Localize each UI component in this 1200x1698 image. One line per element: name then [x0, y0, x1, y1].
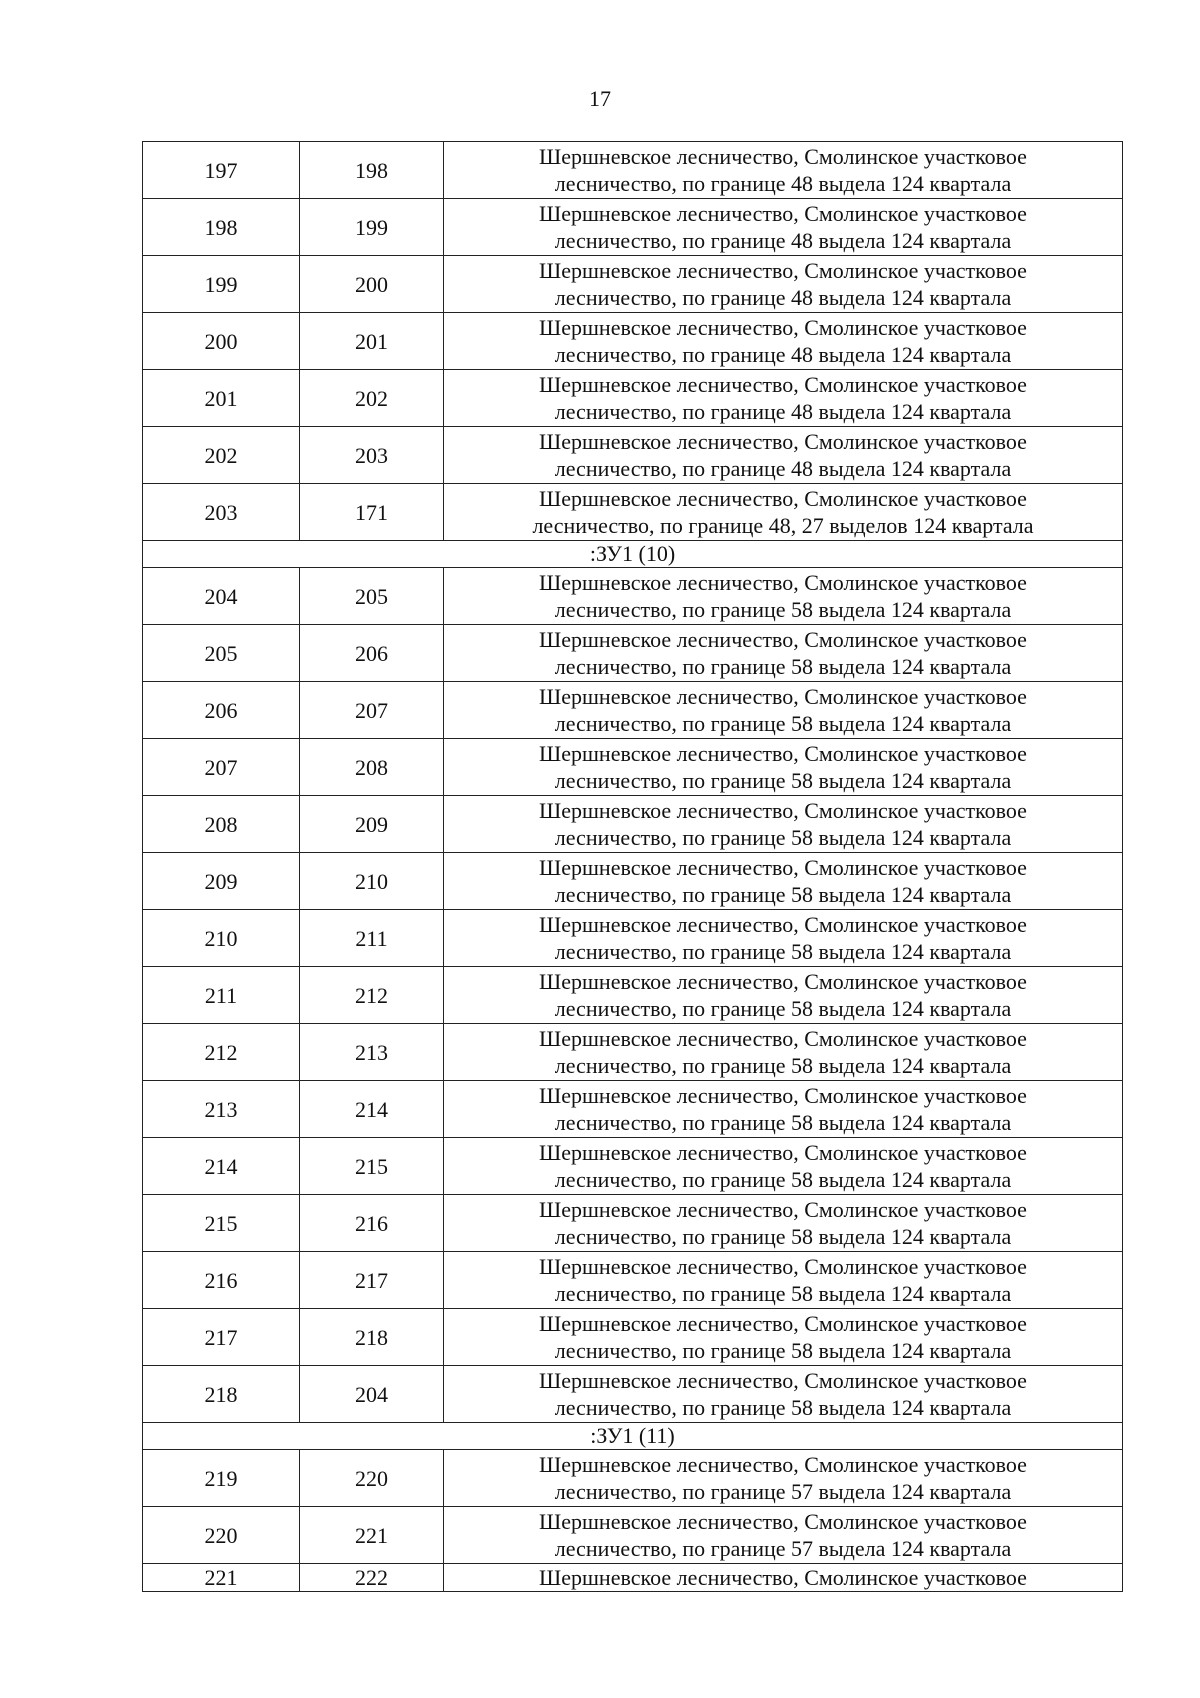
table-row	[143, 1309, 1123, 1366]
description-line-2: лесничество, по границе 48 выдела 124 квартала	[554, 456, 1012, 481]
point-from-cell: 218	[143, 1366, 300, 1423]
description-line-2: лесничество, по границе 58 выдела 124 квартала	[554, 939, 1012, 964]
point-from-cell: 220	[143, 1507, 300, 1564]
description-line-2: лесничество, по границе 48, 27 выделов 124 квартала	[532, 513, 1034, 538]
section-label: :ЗУ1 (11)	[143, 1423, 1123, 1450]
table-row	[143, 1195, 1123, 1252]
table-row	[143, 967, 1123, 1024]
point-from-cell: 197	[143, 142, 300, 199]
point-from-cell: 201	[143, 370, 300, 427]
point-to-cell: 205	[300, 568, 444, 625]
description-cell	[444, 370, 1123, 427]
point-to-cell: 209	[300, 796, 444, 853]
description-cell	[444, 1138, 1123, 1195]
description-line-1: Шершневское лесничество, Смолинское участковое	[539, 372, 1027, 397]
point-to-cell: 171	[300, 484, 444, 541]
description-line-1: Шершневское лесничество, Смолинское участковое	[539, 1026, 1027, 1051]
point-from-cell: 215	[143, 1195, 300, 1252]
description-cell	[444, 625, 1123, 682]
point-from-cell: 217	[143, 1309, 300, 1366]
description-line-1: Шершневское лесничество, Смолинское участковое	[539, 258, 1027, 283]
boundary-table-body	[143, 142, 1123, 1592]
table-row	[143, 1507, 1123, 1564]
point-from-cell: 203	[143, 484, 300, 541]
table-row	[143, 484, 1123, 541]
point-to-cell: 208	[300, 739, 444, 796]
point-from-cell: 207	[143, 739, 300, 796]
description-cell	[444, 910, 1123, 967]
description-line-2: лесничество, по границе 58 выдела 124 квартала	[554, 711, 1012, 736]
table-row	[143, 142, 1123, 199]
point-from-cell: 200	[143, 313, 300, 370]
table-row	[143, 1450, 1123, 1507]
point-to-cell: 198	[300, 142, 444, 199]
point-to-cell: 218	[300, 1309, 444, 1366]
point-to-cell: 200	[300, 256, 444, 313]
table-row	[143, 427, 1123, 484]
point-to-cell: 216	[300, 1195, 444, 1252]
description-line-1: Шершневское лесничество, Смолинское участковое	[539, 969, 1027, 994]
point-to-cell: 217	[300, 1252, 444, 1309]
description-line-2: лесничество, по границе 57 выдела 124 квартала	[554, 1479, 1012, 1504]
description-cell	[444, 739, 1123, 796]
description-line-1: Шершневское лесничество, Смолинское участковое	[539, 429, 1027, 454]
point-from-cell: 204	[143, 568, 300, 625]
description-line-2: лесничество, по границе 58 выдела 124 квартала	[554, 825, 1012, 850]
point-to-cell: 222	[300, 1564, 444, 1592]
point-from-cell: 211	[143, 967, 300, 1024]
description-cell	[444, 568, 1123, 625]
table-row	[143, 1081, 1123, 1138]
table-row	[143, 199, 1123, 256]
description-line-1: Шершневское лесничество, Смолинское участковое	[539, 1509, 1027, 1534]
description-line-1: Шершневское лесничество, Смолинское участковое	[539, 570, 1027, 595]
description-cell	[444, 427, 1123, 484]
table-row	[143, 1138, 1123, 1195]
description-cell	[444, 1507, 1123, 1564]
description-line-1: Шершневское лесничество, Смолинское участковое	[539, 1140, 1027, 1165]
description-line-2: лесничество, по границе 48 выдела 124 квартала	[554, 171, 1012, 196]
table-row	[143, 1024, 1123, 1081]
description-line-2: лесничество, по границе 58 выдела 124 квартала	[554, 1338, 1012, 1363]
description-line-1: Шершневское лесничество, Смолинское участковое	[539, 315, 1027, 340]
description-line-1: Шершневское лесничество, Смолинское участковое	[539, 1197, 1027, 1222]
description-line-1: Шершневское лесничество, Смолинское участковое	[539, 144, 1027, 169]
description-line-1: Шершневское лесничество, Смолинское участковое	[539, 486, 1027, 511]
table-row	[143, 1252, 1123, 1309]
boundary-table	[142, 141, 1123, 1592]
description-cell	[444, 796, 1123, 853]
point-from-cell: 216	[143, 1252, 300, 1309]
table-row	[143, 682, 1123, 739]
description-cell	[444, 1450, 1123, 1507]
table-row	[143, 796, 1123, 853]
point-from-cell: 221	[143, 1564, 300, 1592]
description-line-1: Шершневское лесничество, Смолинское участковое	[539, 1565, 1027, 1590]
description-line-2: лесничество, по границе 58 выдела 124 квартала	[554, 768, 1012, 793]
description-cell	[444, 142, 1123, 199]
point-from-cell: 212	[143, 1024, 300, 1081]
description-line-2: лесничество, по границе 48 выдела 124 квартала	[554, 285, 1012, 310]
description-cell	[444, 1564, 1123, 1592]
description-line-1: Шершневское лесничество, Смолинское участковое	[539, 741, 1027, 766]
description-line-1: Шершневское лесничество, Смолинское участковое	[539, 201, 1027, 226]
point-to-cell: 210	[300, 853, 444, 910]
description-cell	[444, 853, 1123, 910]
section-header-row	[143, 1423, 1123, 1450]
description-line-2: лесничество, по границе 58 выдела 124 квартала	[554, 654, 1012, 679]
description-line-1: Шершневское лесничество, Смолинское участковое	[539, 627, 1027, 652]
description-line-2: лесничество, по границе 58 выдела 124 квартала	[554, 1167, 1012, 1192]
point-from-cell: 198	[143, 199, 300, 256]
description-line-2: лесничество, по границе 48 выдела 124 квартала	[554, 228, 1012, 253]
section-label: :ЗУ1 (10)	[143, 541, 1123, 568]
point-to-cell: 220	[300, 1450, 444, 1507]
description-line-1: Шершневское лесничество, Смолинское участковое	[539, 1083, 1027, 1108]
description-line-1: Шершневское лесничество, Смолинское участковое	[539, 855, 1027, 880]
description-line-1: Шершневское лесничество, Смолинское участковое	[539, 1254, 1027, 1279]
point-from-cell: 208	[143, 796, 300, 853]
description-cell	[444, 1366, 1123, 1423]
description-cell	[444, 967, 1123, 1024]
description-line-1: Шершневское лесничество, Смолинское участковое	[539, 1452, 1027, 1477]
table-row	[143, 910, 1123, 967]
point-from-cell: 202	[143, 427, 300, 484]
point-to-cell: 203	[300, 427, 444, 484]
table-row	[143, 313, 1123, 370]
table-row	[143, 568, 1123, 625]
point-from-cell: 213	[143, 1081, 300, 1138]
description-line-2: лесничество, по границе 58 выдела 124 квартала	[554, 882, 1012, 907]
description-line-1: Шершневское лесничество, Смолинское участковое	[539, 912, 1027, 937]
description-line-2: лесничество, по границе 48 выдела 124 квартала	[554, 342, 1012, 367]
description-cell	[444, 1195, 1123, 1252]
point-from-cell: 219	[143, 1450, 300, 1507]
point-to-cell: 206	[300, 625, 444, 682]
point-to-cell: 215	[300, 1138, 444, 1195]
point-from-cell: 199	[143, 256, 300, 313]
point-from-cell: 206	[143, 682, 300, 739]
section-header-row	[143, 541, 1123, 568]
table-row	[143, 1564, 1123, 1592]
description-line-2: лесничество, по границе 58 выдела 124 квартала	[554, 597, 1012, 622]
description-line-2: лесничество, по границе 58 выдела 124 квартала	[554, 996, 1012, 1021]
table-row	[143, 853, 1123, 910]
point-from-cell: 210	[143, 910, 300, 967]
point-to-cell: 199	[300, 199, 444, 256]
description-cell	[444, 199, 1123, 256]
description-line-2: лесничество, по границе 58 выдела 124 квартала	[554, 1224, 1012, 1249]
description-line-2: лесничество, по границе 58 выдела 124 квартала	[554, 1395, 1012, 1420]
table-row	[143, 256, 1123, 313]
point-to-cell: 204	[300, 1366, 444, 1423]
point-to-cell: 201	[300, 313, 444, 370]
description-cell	[444, 1081, 1123, 1138]
point-to-cell: 211	[300, 910, 444, 967]
point-to-cell: 212	[300, 967, 444, 1024]
description-line-2: лесничество, по границе 48 выдела 124 квартала	[554, 399, 1012, 424]
point-to-cell: 221	[300, 1507, 444, 1564]
description-line-1: Шершневское лесничество, Смолинское участковое	[539, 798, 1027, 823]
description-line-2: лесничество, по границе 57 выдела 124 квартала	[554, 1536, 1012, 1561]
table-row	[143, 370, 1123, 427]
point-to-cell: 207	[300, 682, 444, 739]
table-row	[143, 739, 1123, 796]
point-from-cell: 214	[143, 1138, 300, 1195]
point-to-cell: 202	[300, 370, 444, 427]
description-line-2: лесничество, по границе 58 выдела 124 квартала	[554, 1281, 1012, 1306]
description-line-1: Шершневское лесничество, Смолинское участковое	[539, 1368, 1027, 1393]
point-to-cell: 213	[300, 1024, 444, 1081]
point-from-cell: 209	[143, 853, 300, 910]
table-row	[143, 1366, 1123, 1423]
description-cell	[444, 682, 1123, 739]
page-number: 17	[589, 86, 611, 111]
description-cell	[444, 256, 1123, 313]
description-line-1: Шершневское лесничество, Смолинское участковое	[539, 684, 1027, 709]
description-cell	[444, 1252, 1123, 1309]
description-cell	[444, 1024, 1123, 1081]
description-line-1: Шершневское лесничество, Смолинское участковое	[539, 1311, 1027, 1336]
description-line-2: лесничество, по границе 58 выдела 124 квартала	[554, 1053, 1012, 1078]
description-cell	[444, 484, 1123, 541]
point-to-cell: 214	[300, 1081, 444, 1138]
description-cell	[444, 1309, 1123, 1366]
table-row	[143, 625, 1123, 682]
description-cell	[444, 313, 1123, 370]
description-line-2: лесничество, по границе 58 выдела 124 квартала	[554, 1110, 1012, 1135]
point-from-cell: 205	[143, 625, 300, 682]
